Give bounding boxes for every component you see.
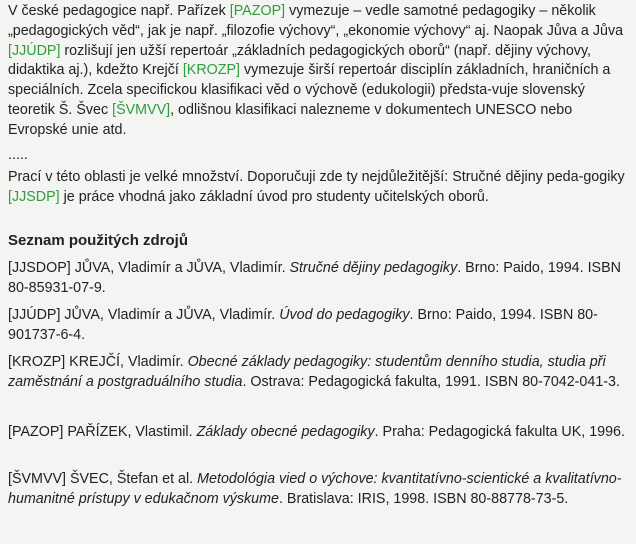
reference-title: Úvod do pedagogiky [279, 307, 410, 323]
intro-text: je práce vhodná jako základní úvod pro studenty učitelských oborů. [59, 188, 489, 205]
reference-title: Základy obecné pedagogiky [196, 424, 375, 440]
intro-paragraph-1 [8, 2, 628, 141]
reference-item [8, 470, 628, 510]
intro-text: vymezuje – vedle samotné pedagogiky – několik „pedagogických věd“, jak je např. „filozofie výchovy“, „ekonomie výchovy“ aj. Naopak Jůva a Jůva [8, 3, 624, 39]
reference-key: [ŠVMVV] [8, 471, 66, 487]
reference-key: [PAZOP] [8, 424, 64, 440]
reference-authors: PAŘÍZEK, Vlastimil. [63, 424, 197, 440]
reference-key: [KROZP] [8, 354, 66, 370]
reference-publication: . Brno: Paido, 1994. ISBN 80-85931-07-9. [8, 260, 621, 296]
intro-text: , odlišnou klasifikaci nalezneme v dokumentech UNESCO nebo Evropské unie atd. [8, 101, 573, 138]
citation-link-pazop[interactable]: [PAZOP] [229, 3, 286, 19]
reference-publication: . Bratislava: IRIS, 1998. ISBN 80-88778-73-5. [278, 490, 569, 507]
reference-item [8, 423, 628, 443]
citation-link-krozp[interactable]: [KROZP] [182, 62, 241, 79]
intro-text: rozlišují jen užší repertoár „základních pedagogických oborů“ (např. dějiny výchovy, didaktika aj.), kdežto Krejčí [8, 42, 592, 79]
citation-link-jjudp[interactable]: [JJÚDP] [8, 42, 61, 59]
reference-item [8, 259, 628, 299]
reference-key: [JJÚDP] [8, 307, 61, 323]
citation-link-svmvv[interactable]: [ŠVMVV] [112, 101, 171, 118]
intro-text: V české pedagogice např. Pařízek [8, 3, 230, 19]
reference-title: Obecné základy pedagogiky: studentům denního studia, studia při zaměstnání a postgraduálního studia [8, 354, 606, 390]
intro-text: vymezuje širší repertoár disciplín základních, hraničních a speciálních. Zcela specifickou klasifikaci věd o výchově (edukologii) předsta-vuje slovenský teoretik Š. Švec [8, 62, 611, 118]
reference-authors: KREJČÍ, Vladimír. [65, 354, 188, 370]
references-heading: Seznam použitých zdrojů [8, 232, 189, 249]
citation-link-jjsdp[interactable]: [JJSDP] [8, 188, 60, 205]
reference-title: Metodológia vied o výchove: kvantitatívno-scientické a kvalitatívno-humanitné prístupy v edukačnom výskume [8, 471, 622, 507]
reference-item [8, 306, 628, 346]
reference-publication: . Praha: Pedagogická fakulta UK, 1996. [374, 424, 625, 440]
reference-publication: . Ostrava: Pedagogická fakulta, 1991. ISBN 80-7042-041-3. [242, 373, 620, 390]
intro-paragraph-2 [8, 168, 628, 208]
reference-authors: JŮVA, Vladimír a JŮVA, Vladimír. [70, 260, 290, 276]
reference-authors: ŠVEC, Štefan et al. [66, 471, 198, 487]
reference-publication: . Brno: Paido, 1994. ISBN 80-901737-6-4. [8, 307, 598, 343]
reference-key: [JJSDOP] [8, 260, 71, 276]
reference-item [8, 353, 628, 393]
reference-authors: JŮVA, Vladimír a JŮVA, Vladimír. [60, 307, 280, 323]
reference-title: Stručné dějiny pedagogiky [289, 260, 458, 276]
intro-text: Prací v této oblasti je velké množství. Doporučuji zde ty nejdůležitější: Stručné dějiny peda-gogiky [8, 169, 625, 185]
ellipsis: ..... [8, 147, 28, 163]
